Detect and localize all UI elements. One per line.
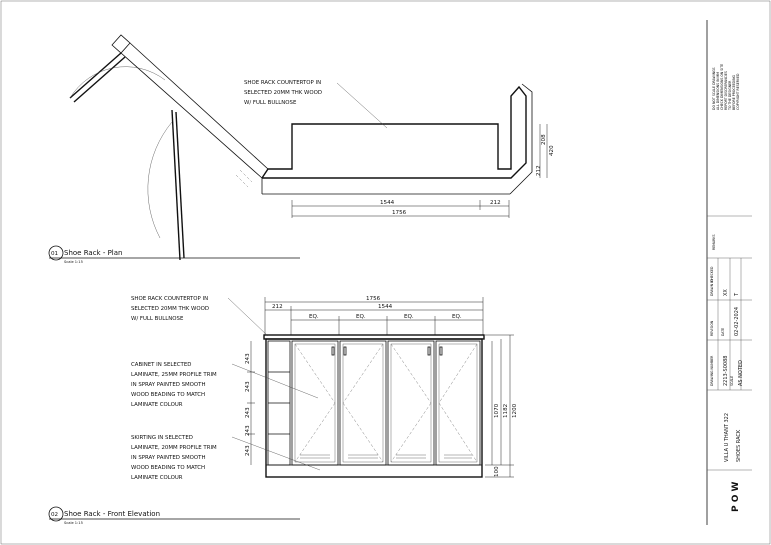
plan-note-line1: SHOE RACK COUNTERTOP IN (244, 80, 322, 86)
wall-line-a (121, 53, 262, 178)
tb-note-4: REPORT DISCREPANCIES (724, 71, 728, 110)
title-block (707, 20, 752, 525)
elev-note-skirt-4: WOOD BEADING TO MATCH (131, 465, 206, 471)
elev-shelf-243-2: 243 (245, 381, 251, 392)
door-swing-arc-b (148, 122, 172, 238)
elev-door-4 (436, 341, 480, 465)
tb-checked-label: CHECKED (710, 266, 714, 282)
elev-shelf-243-5: 243 (245, 445, 251, 456)
tb-drawnby: XX (723, 289, 729, 296)
wall-line-b (130, 43, 268, 169)
plan-title: Shoe Rack - Plan (64, 249, 123, 257)
elev-note-top-1: SHOE RACK COUNTERTOP IN (131, 296, 209, 302)
elev-shelf-243-1: 243 (245, 353, 251, 364)
tb-drawnby-label: DRAWN BY (710, 278, 714, 296)
elev-door-2 (340, 341, 386, 465)
elev-dim-1756-text: 1756 (366, 296, 381, 302)
plan-dim-212: 212 (490, 200, 501, 206)
plan-dim-420: 420 (549, 145, 555, 156)
tb-note-6: BEFORE PROCEEDING (732, 75, 736, 110)
tb-drawno: 2213-S0088 (723, 355, 729, 386)
elev-shelf-243-3: 243 (245, 407, 251, 418)
elev-h1200: 1200 (512, 403, 518, 418)
elev-door-1 (292, 341, 338, 465)
elev-note-skirt-1: SKIRTING IN SELECTED (131, 435, 193, 441)
elev-scale: Scale 1:15 (64, 521, 83, 525)
elev-title: Shoe Rack - Front Elevation (64, 510, 161, 518)
elev-door-3 (388, 341, 434, 465)
elev-note-skirt-3: IN SPRAY PAINTED SMOOTH (131, 455, 206, 461)
elev-note-skirt-5: LAMINATE COLOUR (131, 475, 183, 481)
tb-scale-label: SCALE (730, 375, 734, 386)
tb-revision-label: REVISION (710, 320, 714, 336)
plan-dim-1544: 1544 (380, 200, 395, 206)
elev-eq-3: EQ. (404, 314, 414, 320)
elev-skirting (266, 465, 482, 477)
elev-note-cab-4: WOOD BEADING TO MATCH (131, 392, 206, 398)
tb-project: VILLA U THANT 322 (724, 412, 730, 462)
tb-note-2: ALL DIMENSIONS IN MM (716, 71, 720, 110)
elev-dim-1544-text: 1544 (378, 304, 393, 310)
tb-drawno-label: DRAWING NUMBER (710, 355, 714, 386)
tb-scale: AS NOTED (738, 360, 744, 386)
plan-dim-212-v: 212 (536, 165, 542, 176)
tb-note-5: TO THE DESIGNER (728, 80, 732, 110)
plan-note-line2: SELECTED 20MM THK WOOD (244, 90, 323, 96)
door-leaf-a (70, 53, 121, 98)
elev-note-cab-5: LAMINATE COLOUR (131, 402, 183, 408)
elev-note-top-3: W/ FULL BULLNOSE (131, 316, 184, 322)
countertop-right-edge (510, 84, 532, 194)
door-leaf-b2 (176, 112, 184, 258)
plan-note-leader (337, 83, 387, 128)
elev-h100: 100 (494, 466, 500, 477)
plan-note-line3: W/ FULL BULLNOSE (244, 100, 297, 106)
door-leaf-b (172, 110, 180, 260)
tb-checked: T (734, 292, 740, 296)
corner-dash (240, 170, 252, 182)
door-jamb (112, 35, 130, 53)
elev-eq-2: EQ. (356, 314, 366, 320)
elev-note-top-2: SELECTED 20MM THK WOOD (131, 306, 210, 312)
tb-note-1: DO NOT SCALE DRAWINGS (712, 67, 716, 110)
tb-date: 02-02-2024 (734, 306, 740, 336)
elev-eq-4: EQ. (452, 314, 462, 320)
plan-number: 01 (51, 251, 59, 257)
tb-remarks-label: REMARKS (712, 234, 716, 250)
sheet-border (1, 1, 770, 544)
elev-eq-1: EQ. (309, 314, 319, 320)
corner-dash-2 (236, 175, 248, 187)
elev-dim-212-text: 212 (272, 304, 283, 310)
door-leaf-a2 (74, 57, 125, 102)
elev-cabinet-body (266, 339, 482, 477)
elev-note-cab-3: IN SPRAY PAINTED SMOOTH (131, 382, 206, 388)
plan-scale: Scale 1:15 (64, 260, 83, 264)
elev-h1070: 1070 (494, 403, 500, 418)
elevation-view (49, 296, 518, 525)
tb-sheet-title: SHOES RACK (736, 429, 742, 462)
tb-date-label: DATE (721, 327, 725, 336)
plan-view (49, 35, 555, 264)
elev-number: 02 (51, 512, 59, 518)
tb-note-3: CHECK DIMENSIONS ON SITE (720, 63, 724, 110)
elev-note-skirt-2: LAMINATE, 20MM PROFILE TRIM (131, 445, 217, 451)
countertop-outline (262, 87, 526, 178)
elev-note-cab-2: LAMINATE, 25MM PROFILE TRIM (131, 372, 217, 378)
plan-dim-208: 208 (541, 134, 547, 145)
elev-shelf-243-4: 243 (245, 425, 251, 436)
elev-note-cab-1: CABINET IN SELECTED (131, 362, 192, 368)
tb-note-7: COPYRIGHT RESERVED (736, 73, 740, 110)
elev-h1182: 1182 (503, 403, 509, 418)
elev-note-top-leader (228, 298, 268, 336)
plan-dim-1756: 1756 (392, 210, 407, 216)
tb-logo: P O W (731, 481, 741, 512)
